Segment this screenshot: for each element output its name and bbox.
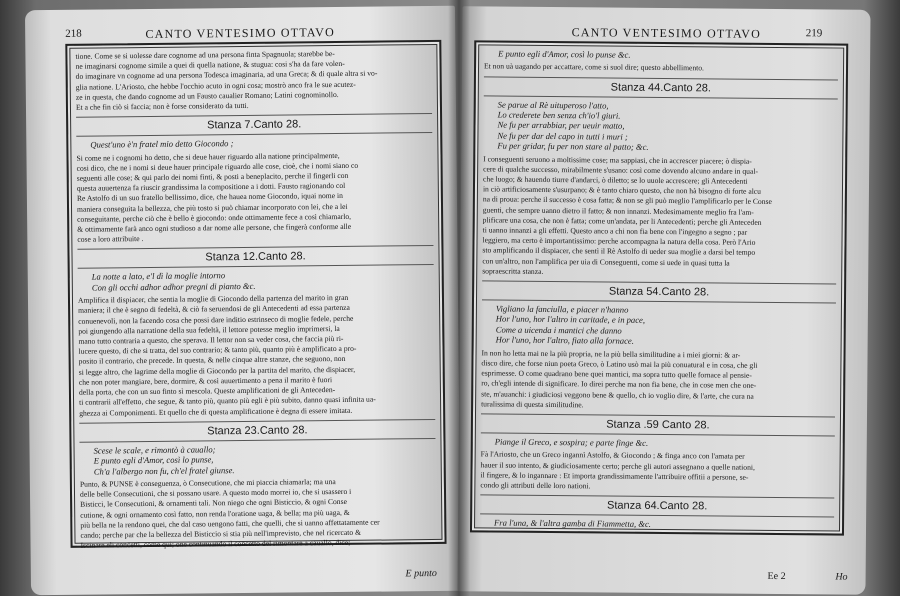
verse-line: Fu per gridar, fu per non stare al patto; &c. bbox=[497, 140, 649, 153]
verse-line: Ch'a l'albergo non fu, ch'el fratel giunse. bbox=[93, 464, 235, 477]
text-line: Re Astolfo di un suo fratello bellissimo, dice, che hauea nome Giocondo, iquai nome in bbox=[76, 191, 343, 204]
verse-line: Se parue al Rè uituperoso l'atto, bbox=[497, 99, 609, 111]
text-line: ze in questa, che dando cognome ad un Fausto caualier Romano; Latini cognominollo. bbox=[75, 89, 339, 102]
left-stanza-3-commentary bbox=[80, 476, 437, 550]
text-line: Et non uà uagando per accattare, come si suol dire; questo abbellimento. bbox=[483, 61, 705, 73]
text-line: disco dire, che forse niun poeta Greco, ò Latino usò mai la più conuatural e in cosa, che gli bbox=[481, 358, 758, 370]
left-stanza-2-commentary bbox=[78, 292, 435, 417]
left-running-title: CANTO VENTESIMO OTTAVO bbox=[145, 25, 335, 42]
verse-line: Quest'uno è'n fratel mio detto Giocondo ; bbox=[90, 138, 234, 150]
text-line: I conseguenti seruono a moltissime cose; ma sappiasi, che in accrescer piacere; ò dispia- bbox=[483, 154, 752, 166]
text-line: cose a loro attribuite . bbox=[77, 234, 144, 244]
right-page-number: 219 bbox=[805, 27, 823, 40]
left-stanza-heading-2: Stanza 12.Canto 28. bbox=[77, 245, 433, 269]
text-line: che luogo; & hauendo tiurre d'andarci, ò diletto; se lo uuole accrescere; gli Antecedenti bbox=[483, 174, 748, 186]
text-line: poi giungendo alla narratione della sua fedeltà, il lettore potesse meglio imprimersi, la bbox=[78, 323, 340, 336]
right-catchword: Ho bbox=[835, 571, 848, 583]
verse-line: Fra l'una, & l'altra gamba di Fiammetta, &c. bbox=[494, 517, 652, 530]
text-line: hauer il suo intento, & giudiciosamente certo; perche gli autori assegnano a quelle nationi, bbox=[480, 459, 755, 472]
left-catchword: E punto bbox=[405, 567, 437, 580]
text-line: ghezza ai Componimenti. Et quello che di questa amplificatione è degna di essere imitata. bbox=[79, 405, 353, 418]
text-line: sopraescritta stanza. bbox=[482, 266, 544, 276]
text-line: cutione, & ogni ornamento così fatto, non renda l'oratione uaga, & bella; ma più uaga, & bbox=[80, 507, 350, 520]
text-line: condo gli attributi delle loro nationi. bbox=[480, 480, 591, 491]
text-line: guenti, che sempre uanno dietro il fatto; & non innanzi. Medesimamente meglio fra l'am- bbox=[482, 205, 754, 217]
verse-line: Ne fu per dar del capo in tutti i muri ; bbox=[497, 130, 628, 142]
left-stanza-1-commentary bbox=[76, 150, 433, 245]
text-line: & ottimamente farà anco ogni studioso a dar nome alle persone, che fingerà conforme alle bbox=[77, 221, 352, 234]
right-stanza-heading-1: Stanza 44.Canto 28. bbox=[484, 76, 838, 99]
verse-line: Piange il Greco, e sospira; e parte finge &c. bbox=[494, 436, 649, 448]
text-line: leggiero, ma certo è importantissimo: perche accompagna la natura della cosa. Però l'Ario bbox=[482, 235, 756, 248]
right-running-title: CANTO VENTESIMO OTTAVO bbox=[571, 25, 762, 41]
right-stanza-heading-2: Stanza 54.Canto 28. bbox=[482, 280, 836, 303]
text-line: ste, m'auanchi: i giudiciosi veggono bene & quello, ch io voglio dire, & l'arte, che cura na bbox=[481, 388, 754, 401]
right-signature-mark: Ee 2 bbox=[767, 570, 786, 583]
text-line: cando; perche par che la bellezza del Bisticcio si stia più nell'imprevisto, che nel ricercato & bbox=[80, 527, 362, 540]
right-top-verse: E punto egli d'Amor, così lo punse &c. bbox=[498, 48, 631, 60]
verse-line: Hor l'uno, hor l'altro in caritade, e in pace, bbox=[495, 314, 646, 326]
right-running-head bbox=[462, 24, 870, 41]
verse-line: Hor l'uno, hor l'altro, fiato alla fornace. bbox=[495, 334, 634, 347]
text-line: Et a che fin ciò si faccia; non è forse considerato da tutti. bbox=[75, 100, 249, 112]
text-line: sto amplificando il dispiacer, che sentì il Rè Astolfo di ueder sua moglie a darsi bel tempo bbox=[482, 245, 756, 258]
text-line: delle belle Consecutioni, che si possano usare. A questo modo morrei io, che si usassero i bbox=[79, 487, 352, 499]
text-line: Iscinare eli concetti, come qui; one continuando il concetto del rimontare a cauallo, dice; bbox=[80, 538, 351, 550]
verse-line: Ne fu per arrabbiar, per ueuir matto, bbox=[497, 119, 625, 132]
left-stanza-1-verses bbox=[90, 136, 432, 150]
left-page bbox=[25, 6, 461, 595]
left-stanza-3-verses bbox=[94, 442, 436, 477]
verse-line: Vigliano la fanciulla, e piacer n'hanno bbox=[495, 303, 629, 315]
left-stanza-heading-3: Stanza 23.Canto 28. bbox=[79, 419, 435, 443]
text-line: turalissima di questa similitudine. bbox=[481, 399, 584, 410]
text-line: do imaginare vn cognome ad una persona Todesca imaginaria, ad una Greca; & di quale altra si vo- bbox=[75, 68, 378, 82]
text-line: che non poter mangiare, bere, dormire, & così auuertimento a pena il marito è fuori bbox=[78, 374, 333, 387]
left-text-frame bbox=[65, 40, 446, 548]
right-stanza-2-commentary bbox=[481, 348, 836, 411]
text-line: tione. Come se si uolesse dare cognome ad una persona finta Spagnuola; starebbe be- bbox=[75, 49, 335, 61]
verse-line: E punto egli d'Amor, così lo punse, bbox=[93, 454, 214, 466]
verse-line: Come a uicenda i mantici che danno bbox=[495, 324, 622, 336]
text-line: Punto, & PUNSE è conseguenza, ò Consecutione, che mi piaccia chiamarla; ma una bbox=[79, 476, 336, 489]
verse-line: Con gli occhi adhor adhor pregni di pianto &c. bbox=[91, 280, 256, 293]
right-page bbox=[457, 6, 870, 595]
text-line: ne imaginarsi cognome simile a quei di quella natione, & stugua: cosi s'ha da fare volen- bbox=[75, 59, 345, 71]
text-line: Bisticci, le Consecutioni, & ornamenti tali. Non niego che ogni Bisticcio, & ogni Conse bbox=[80, 497, 347, 510]
left-page-number: 218 bbox=[65, 27, 82, 40]
text-line: lucere questo, di che si tratta, del suo contrario; & tanto più, quanto più è amplificato a pro- bbox=[78, 344, 357, 357]
text-line: mano tutto contraria a questo, che sperava. Il lettor non sa veder cosa, che faccia più ri- bbox=[78, 334, 344, 346]
text-line: maniera conseguita la bellezza, che più tosto si può chiamar incorporato con lei, che a lei bbox=[76, 201, 348, 214]
verse-line: Scese le scale, e rimontò à cauallo; bbox=[93, 443, 216, 456]
text-line: esprimesse. O come quadrano bene quei mantici, ma sopra tutto quelle fornace al pensie- bbox=[481, 368, 752, 380]
text-line: posito il contrario, che precede. In questa, & nelle cinque altre stanze, che seguono, non bbox=[78, 354, 346, 367]
verse-line: Lo crederete ben senza ch'io'l giuri. bbox=[497, 109, 621, 121]
right-stanza-3-commentary bbox=[480, 450, 834, 493]
text-line: ro, ch'egli intende di significare. Io direi perche ma non fia bene, che in cose men che one- bbox=[481, 378, 757, 391]
text-line: Amplifica il dispiacer, che sentia la moglie di Giocondo della partenza del marito in gran bbox=[77, 293, 349, 305]
text-line: si legge altro, che lagrime della moglie di Giocondo per la partita del marito, che dispiacer, bbox=[78, 364, 356, 377]
left-intro-text bbox=[75, 48, 432, 112]
text-line: glia natione. L'Ariosto, che hebbe l'occhio acuto in ogni cosa; mostrò anco fra le sue acutez- bbox=[75, 79, 356, 92]
right-stanza-heading-4: Stanza 64.Canto 28. bbox=[480, 495, 834, 518]
text-line: In non ho letta mai ne la più propria, ne la più bella similitudine a i miei giorni: & ar- bbox=[481, 348, 741, 360]
text-line: della porta, che con un suo finto sì mescola. Queste amplificationi de gli Anteceden- bbox=[78, 385, 336, 397]
text-line: ti uanno innanzi a gli effetti. Questo anco a chi non fia bene con l'ingegno a segno ; par bbox=[482, 225, 748, 237]
text-line: na di proua: perche il successo è cosa fatta; & non se gli può meglio l'amplificarlo per le Conse bbox=[482, 194, 772, 207]
left-text-body bbox=[75, 48, 436, 550]
left-stanza-heading-1: Stanza 7.Canto 28. bbox=[76, 113, 432, 137]
text-line: Fà l'Ariosto, che un Greco ingannì Astolfo, & Giocondo ; & finga anco con l'amata per bbox=[480, 449, 745, 462]
text-line: maniera; il che è segno di fedeltà, & ciò fa seruendosi de gli Antecedenti ad essa partenza bbox=[78, 303, 350, 316]
text-line: questa auuertenza fa riuscir grandissima la compositione a i dotti. Fausto ragionando col bbox=[76, 181, 346, 193]
right-text-body bbox=[480, 48, 838, 530]
text-line: conseguitante, perche ciò che è bello è giocondo: onde ottimamente fece a così chiamarlo, bbox=[77, 211, 352, 224]
text-line: cosi dico, che ne i nomi si deue hauer principale riguardo alle cose, cioè, che i nomi siano co bbox=[76, 160, 359, 173]
text-line: ti contrarii all'effetto, che segue, & tanto più, quanto più egli è più subito, danno quasi infinita ua- bbox=[79, 394, 376, 408]
left-running-head bbox=[25, 24, 455, 42]
text-line: in ciò artificiosamente s'usurpano; & è tanto chiaro questo, che non hà bisogno di forte alcu bbox=[482, 184, 762, 197]
right-top-text bbox=[484, 62, 838, 74]
text-line: cere di qualche successo, mirabilmente s'usano: così come dovendo alcuno andare in qual- bbox=[483, 164, 759, 176]
text-line: Si come ne i cognomi ho detto, che si deue hauer riguardo alla natione principalmente, bbox=[76, 150, 340, 163]
book-gutter bbox=[448, 0, 470, 596]
right-stanza-3-verses bbox=[495, 436, 835, 449]
text-line: più bella ne la rendono quei, che dal caso uengono fatti, che quelli, che si uanno affettatamente cer bbox=[80, 517, 380, 530]
right-stanza-2-verses bbox=[496, 304, 836, 349]
verse-line: La notte a lato, e'l dì la moglie intorno bbox=[91, 270, 226, 283]
right-stanza-1-verses bbox=[497, 99, 837, 154]
left-stanza-2-verses bbox=[92, 268, 434, 292]
right-stanza-4-verses bbox=[494, 518, 834, 531]
text-line: con un'altro, non l'amplifica per uia di Conseguenti, come si uede in quasi tutta la bbox=[482, 256, 730, 268]
text-line: plificare una cosa, che non è fatta; come un'andata, per li Antecedenti; perche gli Anteceden bbox=[482, 215, 762, 227]
right-text-frame bbox=[470, 40, 848, 535]
text-line: conuenevoli, non la facendo cosa che possi dare inditio estrinseco di moglie fedele, perche bbox=[78, 313, 354, 326]
text-line: il fingere, & lo ingannare : Et importa grandissimamente l'attribuire offitii a persone, se- bbox=[480, 470, 749, 482]
text-line: seguenti alle cose; & qui parlo dei nomi finti, & posti a beneplacito, perche il fingerli con bbox=[76, 170, 349, 183]
right-stanza-1-commentary bbox=[482, 154, 837, 279]
right-stanza-heading-3: Stanza .59 Canto 28. bbox=[481, 413, 835, 436]
